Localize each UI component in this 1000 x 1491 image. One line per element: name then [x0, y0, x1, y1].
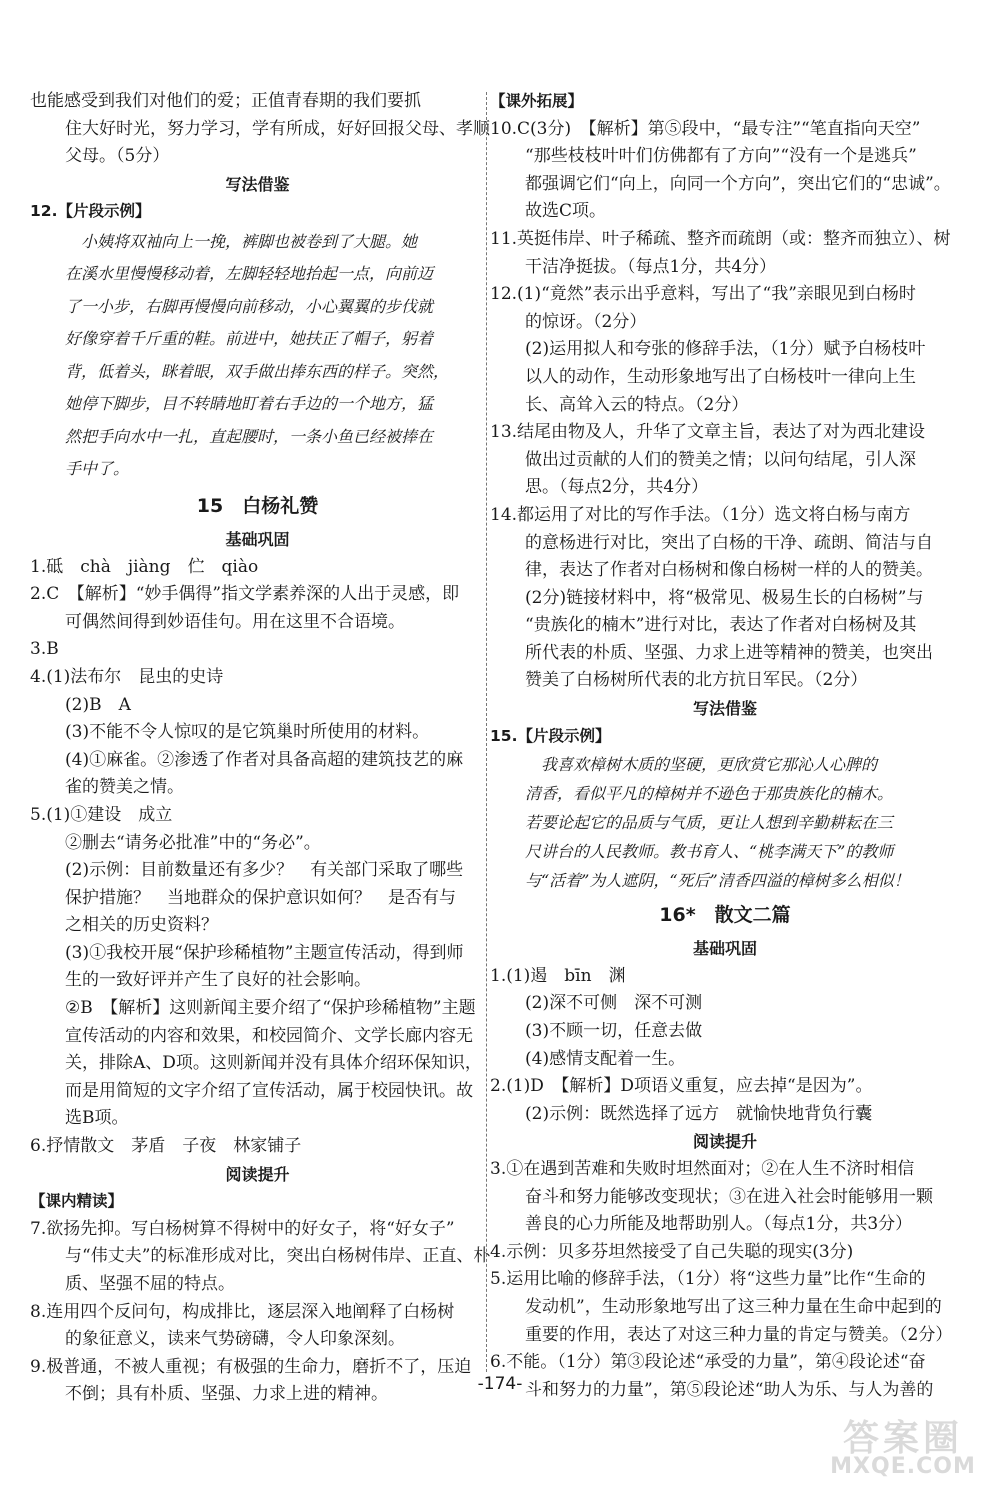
watermark-logo-text: 答案圈 [842, 1418, 963, 1459]
answer-line: 1.(1)遏 bīn 渊 [490, 965, 626, 986]
answer-line-continued: 雀的赞美之情。 [65, 777, 184, 798]
left-column [30, 88, 491, 1409]
answer-line-continued: (3)不顾一切，任意去做 [525, 1021, 703, 1042]
page-number: -174- [477, 1374, 523, 1394]
answer-line-continued: 律，表达了作者对白杨树和像白杨树一样的人的赞美。 [525, 560, 933, 581]
answer-line: 9.极普通，不被人重视；有极强的生命力，磨折不了，压迫 [30, 1356, 472, 1377]
answer-line-continued: 可偶然间得到妙语佳句。用在这里不合语境。 [65, 611, 405, 632]
site-watermark [818, 1410, 988, 1482]
section-heading: 写法借鉴 [692, 699, 757, 719]
answer-line: 8.连用四个反问句，构成排比，逐层深入地阐释了白杨树 [30, 1301, 455, 1322]
sample-paragraph-line: 然把手向水中一扎，直起腰时，一条小鱼已经被捧在 [65, 426, 434, 446]
answer-line-continued: 之相关的历史资料？ [65, 915, 218, 936]
watermark-url-text: MXQE.COM [830, 1454, 976, 1479]
answer-line-continued: 故选C项。 [525, 201, 607, 222]
answer-line-continued: “那些枝枝叶叶们仿佛都有了方向”“没有一个是逃兵” [525, 146, 917, 167]
answer-line-continued: (2)示例：目前数量还有多少？ 有关部门采取了哪些 [65, 860, 464, 881]
answer-line-continued: 关，排除A、D项。这则新闻并没有具体介绍环保知识， [65, 1053, 482, 1074]
answer-line-continued: 的象征意义，读来气势磅礴，令人印象深刻。 [65, 1329, 405, 1350]
answer-line: 14.都运用了对比的写作手法。（1分）选文将白杨与南方 [490, 504, 911, 525]
answer-line-continued: ②删去“请务必批准”中的“务必”。 [65, 832, 321, 853]
sample-paragraph-line: 与“活着”为人遮阴，“死后”清香四溢的樟树多么相似！ [525, 871, 910, 891]
section-heading: 基础巩固 [692, 939, 757, 959]
subsection-label: 【课内精读】 [30, 1192, 124, 1211]
sample-paragraph-line: 她停下脚步，目不转睛地盯着右手边的一个地方，猛 [65, 394, 434, 414]
sample-paragraph-line: 清香，看似平凡的樟树并不逊色于那贵族化的楠木。 [525, 784, 894, 804]
answer-line: 2.(1)D 【解析】D项语义重复，应去掉“是因为”。 [490, 1076, 873, 1097]
answer-line-continued: (2)示例：既然选择了远方 就愉快地背负行囊 [525, 1103, 873, 1124]
sample-paragraph-line: 手中了。 [65, 459, 130, 479]
sample-paragraph-line: 背，低着头，眯着眼，双手做出捧东西的样子。突然， [65, 361, 450, 381]
answer-line-continued: 父母。（5分） [65, 146, 170, 167]
answer-line-continued: 与“伟丈夫”的标准形成对比，突出白杨树伟岸、正直、朴 [65, 1246, 491, 1267]
answer-line-continued: 保护措施？ 当地群众的保护意识如何？ 是否有与 [65, 887, 456, 908]
answer-line-continued: 选B项。 [65, 1108, 129, 1129]
answer-line: 12.(1)“竟然”表示出乎意料，写出了“我”亲眼见到白杨时 [490, 284, 916, 305]
subsection-label: 【课外拓展】 [490, 92, 584, 110]
column-divider [486, 92, 487, 1372]
subsection-label: 12.【片段示例】 [30, 202, 151, 221]
answer-line: 也能感受到我们对他们的爱；正值青春期的我们要抓 [30, 91, 421, 111]
answer-line: 3.①在遇到苦难和失败时坦然面对；②在人生不济时相信 [490, 1159, 915, 1179]
answer-line-continued: 干洁净挺拔。（每点1分，共4分） [525, 256, 777, 277]
answer-line-continued: (3)不能不令人惊叹的是它筑巢时所使用的材料。 [65, 722, 430, 743]
answer-line-continued: 不倒；具有朴质、坚强、力求上进的精神。 [65, 1384, 388, 1405]
answer-line: 11.英挺伟岸、叶子稀疏、整齐而疏朗（或：整齐而独立）、树 [490, 228, 951, 249]
answer-line: 4.(1)法布尔 昆虫的史诗 [30, 666, 224, 687]
answer-line-continued: 质、坚强不屈的特点。 [65, 1274, 235, 1294]
answer-line: 1.砥 chà jiàng 伫 qiào [30, 556, 259, 577]
section-heading: 写法借鉴 [225, 174, 290, 194]
answer-line-continued: 赞美了白杨树所代表的北方抗日军民。（2分） [525, 670, 868, 691]
answer-line-continued: 住大好时光，努力学习，学有所成，好好回报父母、孝顺 [65, 118, 490, 139]
answer-line: 6.不能。（1分）第③段论述“承受的力量”，第④段论述“奋 [490, 1352, 926, 1373]
answer-line-continued: 做出过贡献的人们的赞美之情；以问句结尾，引人深 [525, 449, 916, 470]
answer-line-continued: 宣传活动的内容和效果，和校园简介、文学长廊内容无 [65, 1025, 473, 1046]
answer-line-continued: 斗和努力的力量”，第⑤段论述“助人为乐、与人为善的 [525, 1379, 934, 1400]
section-heading: 阅读提升 [692, 1132, 757, 1152]
answer-line-continued: 生的一致好评并产生了良好的社会影响。 [65, 970, 371, 991]
answer-line-continued: ②B 【解析】这则新闻主要介绍了“保护珍稀植物”主题 [65, 998, 476, 1019]
answer-line-continued: 都强调它们“向上，向同一个方向”，突出它们的“忠诚”。 [525, 173, 951, 194]
answer-line: 6.抒情散文 茅盾 子夜 林家铺子 [30, 1136, 302, 1157]
subsection-label: 15.【片段示例】 [490, 726, 611, 745]
section-heading: 基础巩固 [225, 529, 290, 549]
sample-paragraph-line: 尺讲台的人民教师。教书育人、“桃李满天下”的教师 [525, 842, 894, 862]
sample-paragraph-line: 好像穿着千斤重的鞋。前进中，她扶正了帽子，躬着 [65, 329, 434, 349]
answer-line-continued: (2)深不可侧 深不可测 [525, 993, 703, 1014]
answer-line: 7.欲扬先抑。写白杨树算不得树中的好女子，将“好女子” [30, 1218, 455, 1239]
answer-line: 5.运用比喻的修辞手法，（1分）将“这些力量”比作“生命的 [490, 1269, 926, 1290]
lesson-title: 15 白杨礼赞 [196, 494, 319, 517]
answer-line-continued: 所代表的朴质、坚强、力求上进等精神的赞美，也突出 [525, 642, 933, 663]
answer-line-continued: 以人的动作，生动形象地写出了白杨枝叶一律向上生 [525, 366, 916, 387]
sample-paragraph-line: 若要论起它的品质与气质，更让人想到辛勤耕耘在三 [525, 813, 894, 833]
answer-line-continued: 的惊讶。（2分） [525, 311, 647, 332]
answer-line: 5.(1)①建设 成立 [30, 804, 173, 825]
answer-line: 4.示例：贝多芬坦然接受了自己失聪的现实(3分) [490, 1241, 854, 1262]
answer-line-continued: “贵族化的楠木”进行对比，表达了作者对白杨树及其 [525, 615, 917, 636]
sample-paragraph-line: 了一小步，右脚再慢慢向前移动，小心翼翼的步伐就 [65, 296, 434, 316]
answer-line-continued: (2分)链接材料中，将“极常见、极易生长的白杨树”与 [525, 587, 924, 608]
answer-line-continued: 重要的作用，表达了对这三种力量的肯定与赞美。（2分） [525, 1324, 953, 1345]
lesson-title: 16* 散文二篇 [659, 904, 791, 927]
answer-line-continued: 发动机”，生动形象地写出了这三种力量在生命中起到的 [525, 1296, 942, 1317]
answer-line: 10.C(3分) 【解析】第⑤段中，“最专注”“笔直指向天空” [490, 118, 921, 139]
right-column [490, 88, 960, 1404]
answer-line-continued: (2)B A [65, 694, 131, 715]
answer-line: 3.B [30, 639, 59, 660]
answer-line-continued: (2)运用拟人和夸张的修辞手法，（1分）赋予白杨枝叶 [525, 339, 926, 360]
answer-line-continued: 的意杨进行对比，突出了白杨的干净、疏朗、简洁与自 [525, 532, 933, 553]
answer-line: 13.结尾由物及人，升华了文章主旨，表达了对为西北建设 [490, 422, 926, 443]
section-heading: 阅读提升 [225, 1164, 290, 1184]
answer-line-continued: 善良的心力所能及地帮助别人。（每点1分，共3分） [525, 1214, 913, 1235]
sample-paragraph-line: 小姨将双袖向上一挽，裤脚也被卷到了大腿。她 [65, 231, 418, 251]
answer-line: 2.C 【解析】“妙手偶得”指文学素养深的人出于灵感，即 [30, 584, 460, 605]
answer-line-continued: (3)①我校开展“保护珍稀植物”主题宣传活动，得到师 [65, 942, 464, 963]
answer-line-continued: 长、高耸入云的特点。（2分） [525, 394, 749, 415]
answer-line-continued: 奋斗和努力能够改变现状；③在进入社会时能够用一颗 [525, 1186, 933, 1207]
answer-line-continued: (4)①麻雀。②渗透了作者对具备高超的建筑技艺的麻 [65, 749, 464, 770]
answer-line-continued: 而是用简短的文字介绍了宣传活动，属于校园快讯。故 [65, 1080, 473, 1101]
answer-line-continued: 思。（每点2分，共4分） [525, 477, 709, 498]
answer-line-continued: (4)感情支配着一生。 [525, 1048, 686, 1069]
sample-paragraph-line: 我喜欢樟树木质的坚硬，更欣赏它那沁人心脾的 [525, 755, 878, 775]
sample-paragraph-line: 在溪水里慢慢移动着，左脚轻轻地抬起一点，向前迈 [65, 264, 434, 284]
